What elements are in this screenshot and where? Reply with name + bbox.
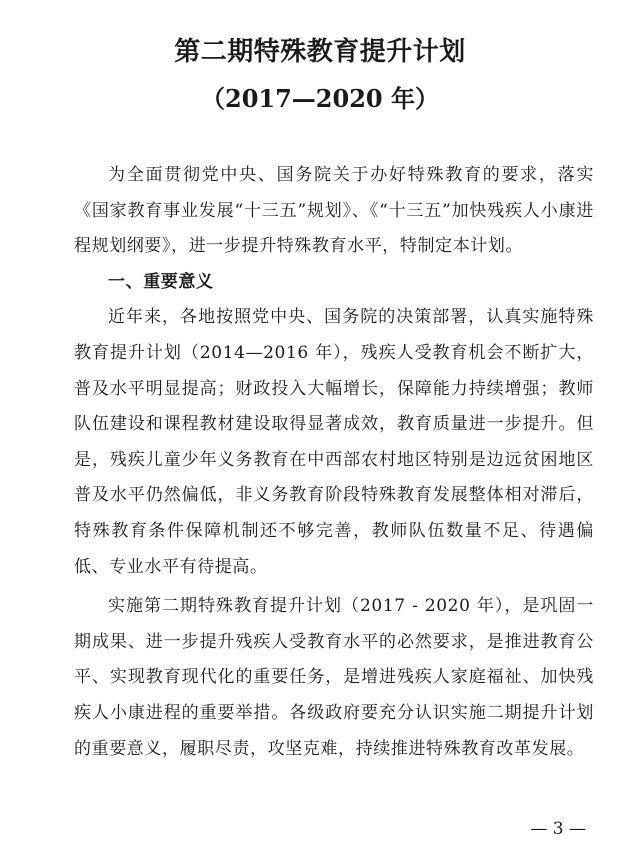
document-subtitle: （2017—2020 年） bbox=[201, 84, 439, 113]
section-paragraph-2: 实施第二期特殊教育提升计划（2017 - 2020 年），是巩固一期成果、进一步提升残疾人受教育水平的必然要求，是推进教育公平、实现教育现代化的重要任务，是增进残疾人家庭福祉、加快残疾人小康进程的重要举措。各级政府要充分认识实施二期提升计划的重要意义，履职尽责，攻坚克难，持续推进特殊教育改革发展。 bbox=[74, 596, 594, 759]
document-body bbox=[74, 158, 594, 767]
section-paragraph-1: 近年来，各地按照党中央、国务院的决策部署，认真实施特殊教育提升计划（2014—2016 年），残疾人受教育机会不断扩大，普及水平明显提高；财政投入大幅增长，保障能力持续增强；教师队伍建设和课程教材建设取得显著成效，教育质量进一步提升。但是，残疾儿童少年义务教育在中西部农村地区特别是边远贫困地区普及水平仍然偏低，非义务教育阶段特殊教育发展整体相对滞后，特殊教育条件保障机制还不够完善，教师队伍数量不足、待遇偏低、专业水平有待提高。 bbox=[74, 307, 594, 577]
document-title: 第二期特殊教育提升计划 bbox=[174, 37, 466, 67]
section-heading: 一、重要意义 bbox=[108, 271, 214, 292]
page-number: — 3 — bbox=[530, 819, 586, 839]
intro-paragraph: 为全面贯彻党中央、国务院关于办好特殊教育的要求，落实《国家教育事业发展“十三五”规划》、《“十三五”加快残疾人小康进程规划纲要》，进一步提升特殊教育水平，特制定本计划。 bbox=[74, 165, 594, 257]
